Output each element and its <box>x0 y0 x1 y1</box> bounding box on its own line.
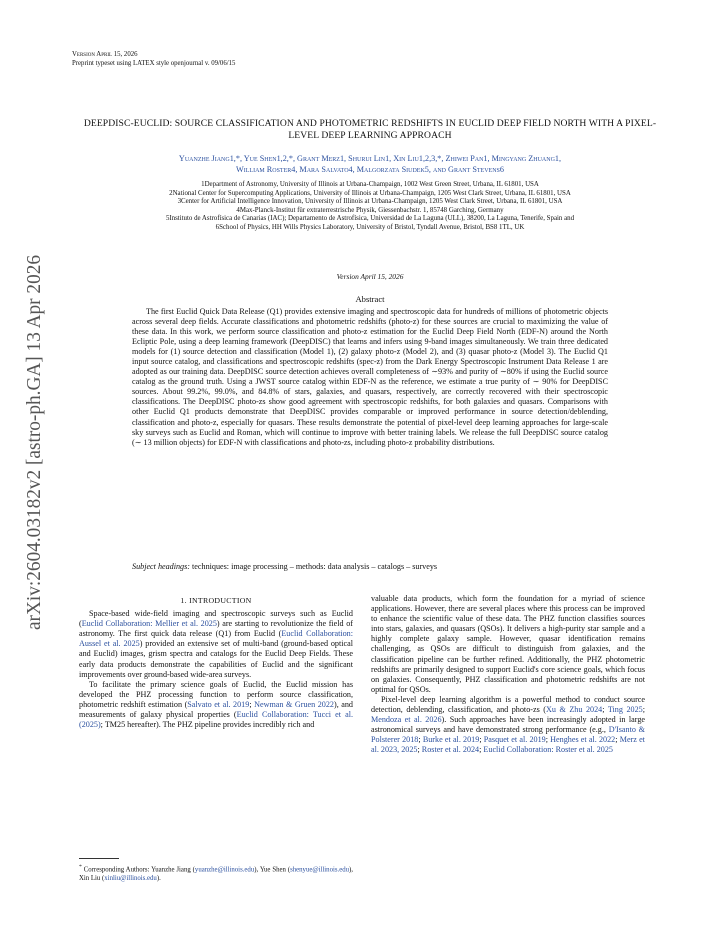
affiliation: 2National Center for Supercomputing Applications, University of Illinois at Urbana-Champaign, 1205 West Clark Street, Urbana, IL 61801, USA <box>169 189 571 197</box>
abstract-text: The first Euclid Quick Data Release (Q1) provides extensive imaging and spectroscopic data for hundreds of millions of photometric objects across several deep fields. Accurate classifications and photometric redshifts (photo-z) for these sources are crucial to maximizing the value of these data. In this work, we perform source classification and photo-z estimation for the Euclid Deep Field North (EDF-N) around the North Ecliptic Pole, using a deep learning framework (DeepDISC) that learns and infers using 9-band images simultaneously. We train three dedicated models for (1) source detection and classification (Model 1), (2) galaxy photo-z (Model 2), and (3) quasar photo-z (Model 3). The Euclid Q1 input source catalog, and classifications and spectroscopic redshifts (spec-z) from the Dark Energy Spectroscopic Instrument Data Release 1 are adopted as our training data. DeepDISC source detection achieves overall completeness of ∼93% and purity of ∼80% if using the Euclid source catalog as the ground truth. Using a JWST source catalog within EDF-N as the reference, we estimate a true purity of ∼ 90% for DeepDISC sources. About 99.2%, 99.0%, and 84.8% of stars, galaxies, and quasars, respectively, are correctly recovered with their spectroscopic classifications. The DeepDISC photo-zs show good agreement with spectroscopic redshifts, for both galaxies and quasars. Comparisons with other Euclid Q1 products demonstrate that DeepDISC provides comparable or improved performance in source detection/deblending, classification and photo-z, especially for quasars. These results demonstrate the potential of pixel-level deep learning approaches for large-scale sky surveys such as Euclid and Roman, which will continue to improve with better training labels. We release the full DeepDISC source catalog (∼ 13 million objects) for EDF-N with classifications and photo-zs, including photo-z probability distributions. <box>132 307 608 447</box>
text: ; <box>545 735 551 745</box>
affiliation: 5Instituto de Astrofísica de Canarias (IAC); Departamento de Astrofísica, Universidad de La Laguna (ULL), 38200, La Laguna, Tenerife, Spain and <box>165 215 575 223</box>
preprint-header <box>72 50 235 68</box>
text: ), and measurements of galaxy physical properties ( <box>79 699 353 720</box>
citation-link[interactable]: Euclid Collaboration: Aussel et al. 2025 <box>79 629 354 649</box>
affiliation: 4Max-Planck-Institut für extraterrestrische Physik, Giessenbachstr. 1, 85748 Garching, Germany <box>236 206 504 214</box>
text: ; TM25 hereafter). The PHZ pipeline provides incredibly rich and <box>100 720 315 730</box>
text: ) are starting to revolutionize the field of astronomy. The first quick data release (Q1) from Euclid ( <box>79 619 353 639</box>
citation-link[interactable]: Burke et al. 2019 <box>422 735 480 745</box>
text: ; <box>417 745 422 755</box>
text: ), Xin Liu ( <box>79 866 353 882</box>
email-link[interactable]: xinliu@illinois.edu <box>104 874 157 882</box>
text: ) provided an extensive set of multi-band (ground-based optical and Euclid) images, grism spectra and catalogs for the Euclid Deep Fields. These early data products demonstrate the capabilities of Euclid and the significant improvements over ground-based wide-area surveys. <box>79 639 353 679</box>
text: ; <box>418 735 423 745</box>
citation-link[interactable]: Euclid Collaboration: Tucci et al. (2025) <box>79 710 353 730</box>
text: ; <box>479 745 484 755</box>
citation-link[interactable]: Salvato et al. 2019 <box>187 699 250 709</box>
citation-link[interactable]: Roster et al. 2024 <box>421 745 480 755</box>
text: Space-based wide-field imaging and spectroscopic surveys such as Euclid ( <box>79 609 353 629</box>
citation-link[interactable]: Xu & Zhu 2024 <box>545 705 603 715</box>
citation-link[interactable]: Euclid Collaboration: Mellier et al. 2025 <box>81 619 217 629</box>
right-column <box>371 594 645 756</box>
text: ; <box>642 705 645 715</box>
text: ; <box>615 735 620 745</box>
intro-paragraph-1 <box>79 609 353 680</box>
subject-headings-label: Subject headings: <box>132 562 190 571</box>
footnote-marker: * <box>79 864 82 870</box>
citation-link[interactable]: D'Isanto & Polsterer 2018 <box>371 725 645 745</box>
citation-link[interactable]: Ting 2025 <box>607 705 643 715</box>
email-link[interactable]: shenyue@illinois.edu <box>290 866 350 874</box>
citation-link[interactable]: Euclid Collaboration: Roster et al. 2025 <box>483 745 613 755</box>
authors-line-1: Yuanzhe Jiang1,*, Yue Shen1,2,*, Grant Merz1, Shurui Lin1, Xin Liu1,2,3,*, Zhiwei Pan1, Mingyang Zhuang1, <box>178 154 562 163</box>
arxiv-identifier: arXiv:2604.03182v2 [astro-ph.GA] 13 Apr 2026 <box>23 250 45 630</box>
author-list <box>74 154 666 175</box>
intro-paragraph-4 <box>371 695 645 756</box>
text: ). <box>156 874 161 882</box>
text: ). Such approaches have been increasingly adopted in large astronomical surveys and have demonstrated strong performance (e.g., <box>371 715 645 735</box>
citation-link[interactable]: Mendoza et al. 2026 <box>371 715 442 725</box>
left-column <box>79 596 353 730</box>
subject-headings-text: techniques: image processing – methods: data analysis – catalogs – surveys <box>192 562 438 571</box>
citation-link[interactable]: Newman & Gruen 2022 <box>254 699 334 709</box>
text: Pixel-level deep learning algorithm is a powerful method to conduct source detection, deblending, classification, and photo-zs ( <box>371 694 645 715</box>
text: ), Yue Shen ( <box>254 866 291 874</box>
section-title: 1. INTRODUCTION <box>180 596 252 605</box>
text: ; <box>249 699 255 709</box>
citation-link[interactable]: Merz et al. 2023, 2025 <box>371 735 645 755</box>
footnote-rule <box>79 858 119 859</box>
intro-paragraph-2 <box>79 680 353 730</box>
text: Corresponding Authors: Yuanzhe Jiang ( <box>83 866 195 874</box>
authors-line-2: William Roster4, Mara Salvato4, Malgorzata Siudek5, and Grant Stevens6 <box>236 164 504 174</box>
affiliation: 6School of Physics, HH Wills Physics Laboratory, University of Bristol, Tyndall Avenue, Bristol, BS8 1TL, UK <box>215 223 525 231</box>
affiliation: 3Center for Artificial Intelligence Innovation, University of Illinois at Urbana-Champaign, 1205 West Clark Street, Urbana, IL 61801, USA <box>177 198 563 206</box>
affiliations <box>68 181 672 233</box>
footnote <box>79 858 353 883</box>
text: ; <box>602 705 608 715</box>
text: ; <box>479 735 484 745</box>
version-line: Version April 15, 2026 <box>72 51 138 58</box>
paper-title: DEEPDISC-EUCLID: SOURCE CLASSIFICATION AND PHOTOMETRIC REDSHIFTS IN EUCLID DEEP FIELD NORTH WITH A PIXEL-LEVEL DEEP LEARNING APPROACH <box>83 118 657 141</box>
email-link[interactable]: yuanzhe@illinois.edu <box>194 866 255 874</box>
preprint-line: Preprint typeset using LATEX style openjournal v. 09/06/15 <box>72 60 236 67</box>
subject-headings <box>132 562 608 572</box>
abstract-heading: Abstract <box>355 294 385 304</box>
affiliation: 1Department of Astronomy, University of Illinois at Urbana-Champaign, 1002 West Green Street, Urbana, IL 61801, USA <box>201 181 539 188</box>
intro-paragraph-3: valuable data products, which form the foundation for a myriad of science applications. However, there are several places where this process can be improved to enhance the scientific value of these data. The PHZ function classifies sources into stars, galaxies, and quasars (QSOs). It delivers a high-purity star sample and a highly complete galaxy sample. However, quasar identification remains challenging, as QSOs are difficult to distinguish from galaxies, and the classification pipeline can be further refined. Additionally, the PHZ photometric redshifts are primarily designed to support Euclid's core science goals, which focus on galaxies. Consequently, PHZ classification and photometric redshifts are not optimal for QSOs. <box>371 594 645 694</box>
arxiv-sidebar <box>6 250 50 630</box>
text: To facilitate the primary science goals of Euclid, the Euclid mission has developed the PHZ processing function to perform source classification, photometric redshift estimation ( <box>79 679 353 709</box>
version-date: Version April 15, 2026 <box>336 272 404 281</box>
citation-link[interactable]: Pasquet et al. 2019 <box>483 735 546 745</box>
citation-link[interactable]: Henghes et al. 2022 <box>550 735 616 745</box>
